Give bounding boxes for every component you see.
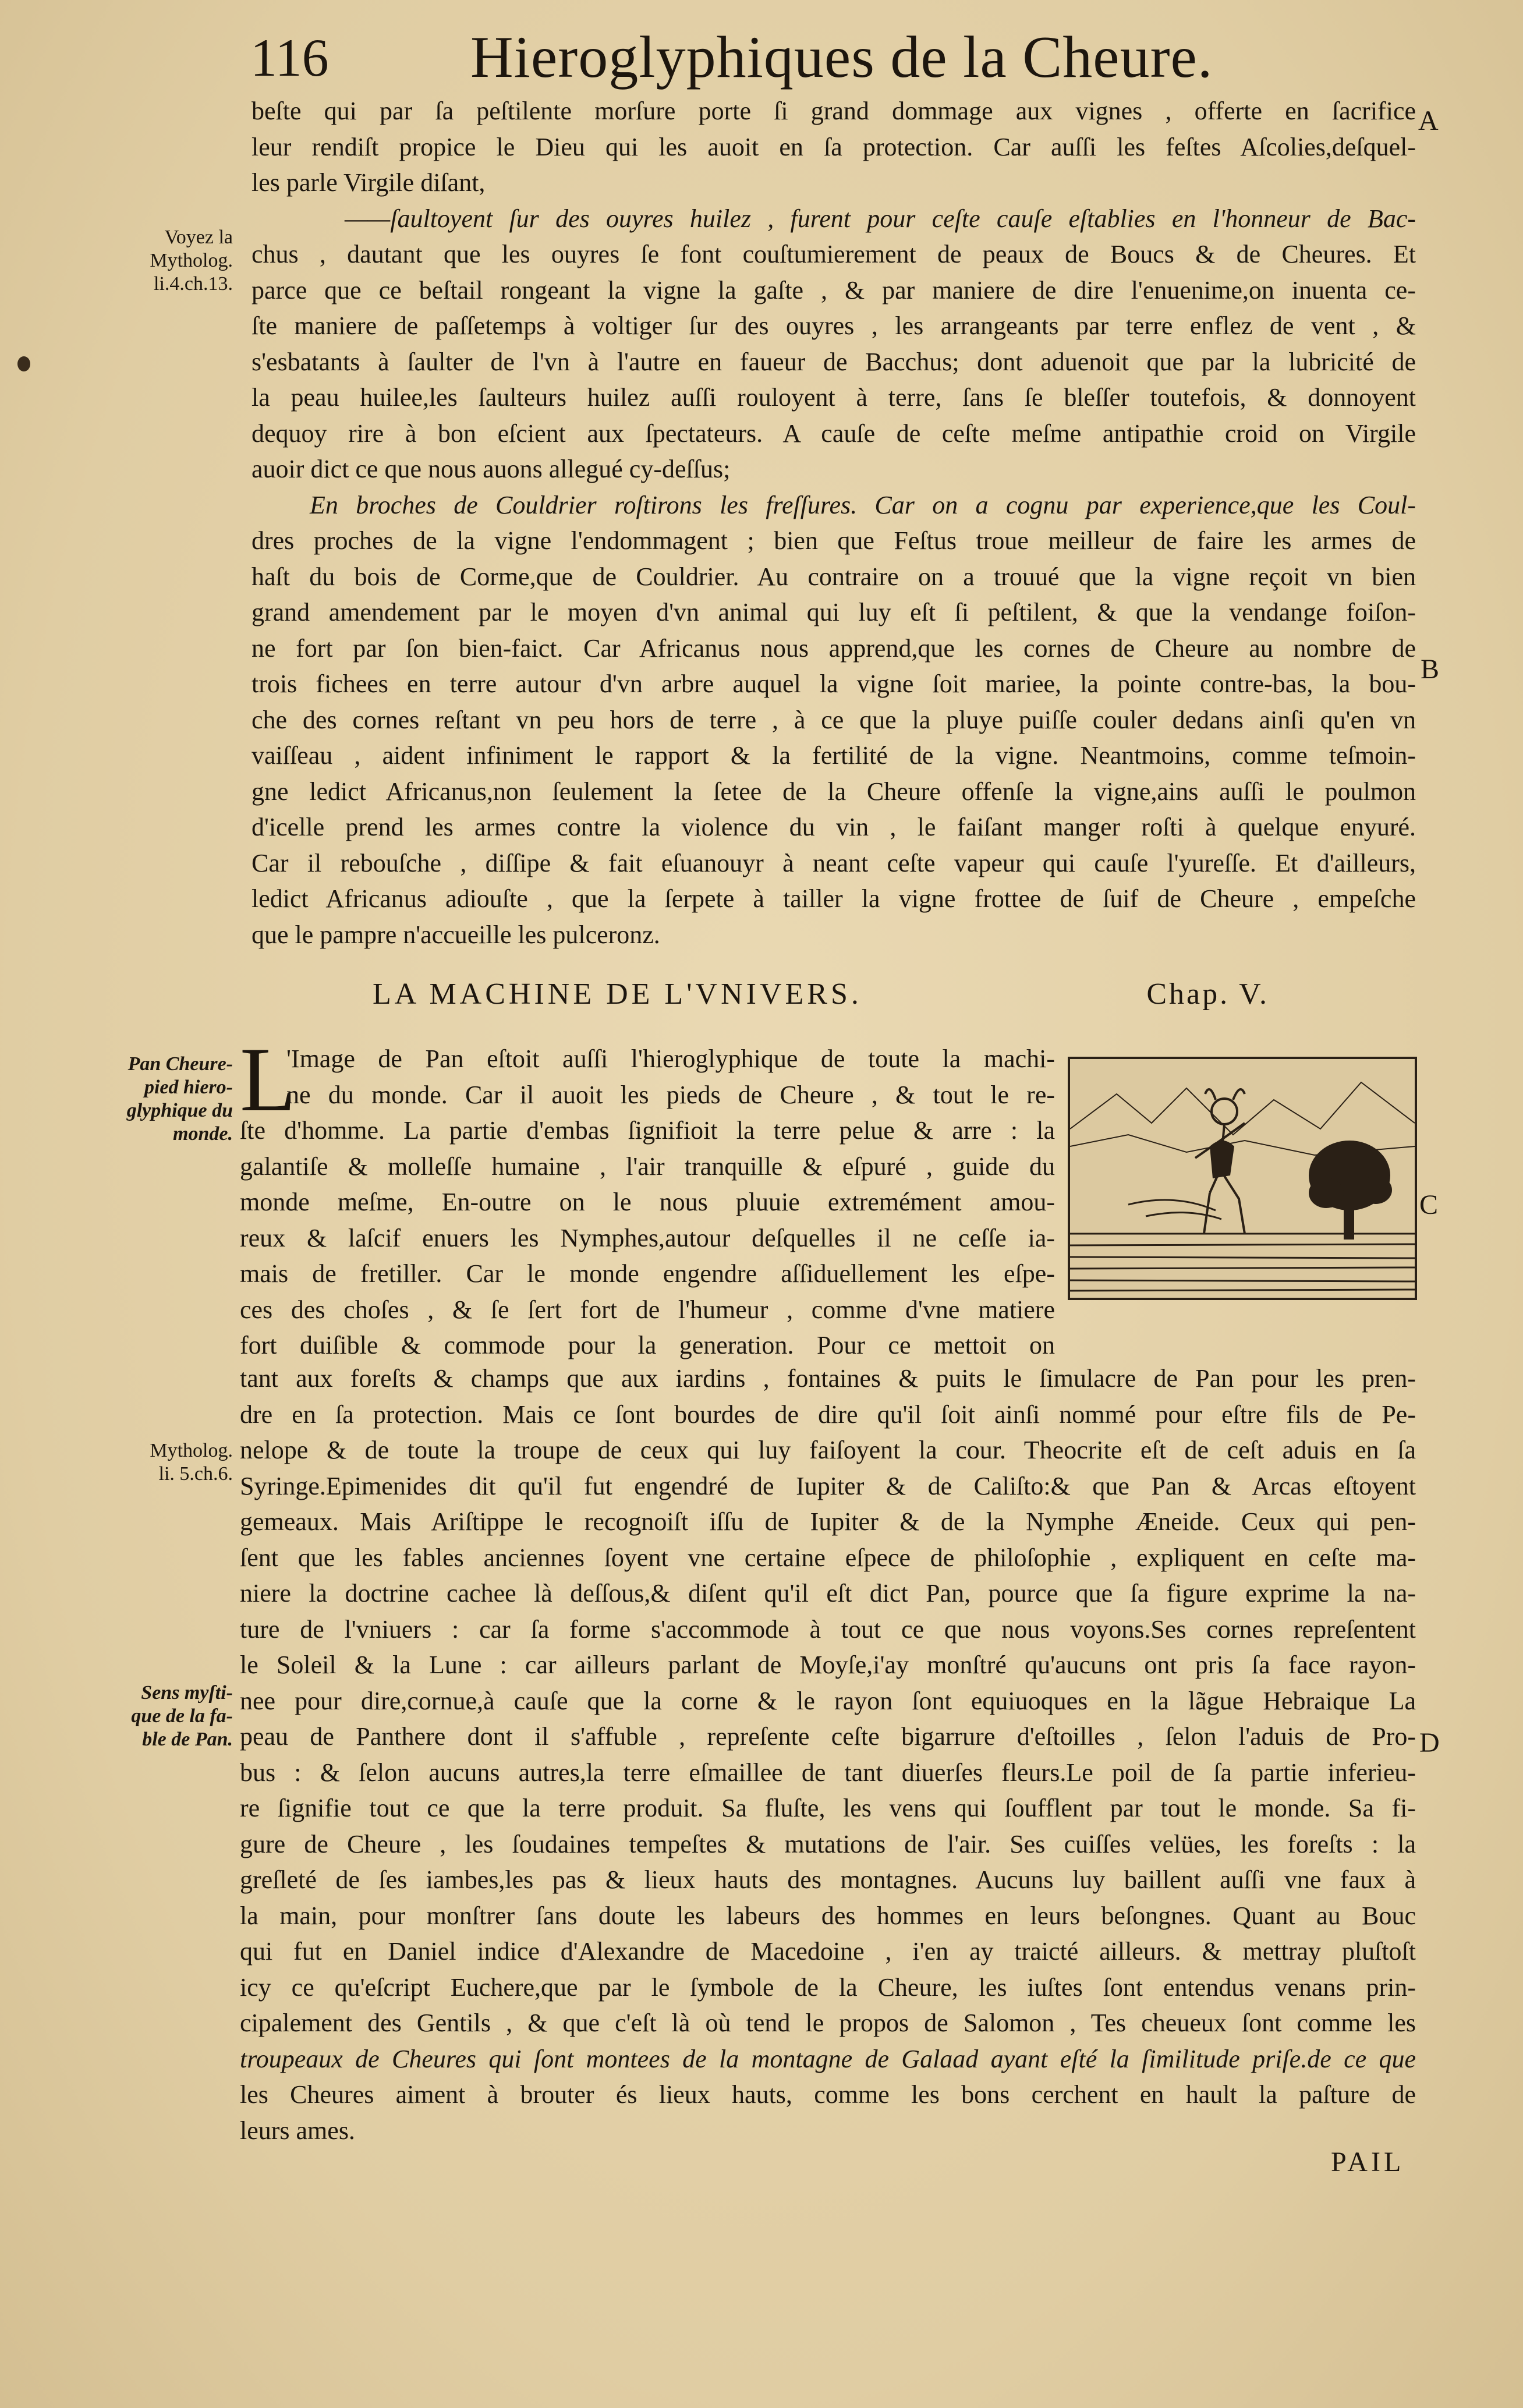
margin-line: glyphique du (126, 1100, 233, 1121)
text-line: dres proches de la vigne l'endommagent ; bien que Feſtus troue meilleur de faire les armes de (252, 526, 1416, 555)
text-line: niere la doctrine cachee là deſſous,& diſent qu'il eſt dict Pan, pource que ſa figure exprime la na- (240, 1579, 1416, 1607)
margin-letter-a: A (1418, 105, 1439, 136)
margin-note-sens (122, 1681, 233, 1751)
text-line: mais de fretiller. Car le monde engendre aſſiduellement les eſpe- (240, 1259, 1055, 1288)
margin-letter-b: B (1421, 654, 1440, 685)
catchword: PAIL (1331, 2147, 1405, 2177)
text-line: qui fut en Daniel indice d'Alexandre de Macedoine , i'en ay traicté ailleurs. & mettray pluſtoſt (240, 1937, 1416, 1966)
section-1 (252, 93, 1416, 952)
text-line: greſleté de ſes iambes,les pas & lieux hauts des montagnes. Aucuns luy baillent auſſi vne faux à (240, 1865, 1416, 1894)
text-line: icy ce qu'eſcript Euchere,que par le ſymbole de la Cheure, les iuſtes ſont entendus venans prin- (240, 1973, 1416, 2002)
text-line: ſte maniere de paſſetemps à voltiger ſur des ouyres , les arrangeants par terre enflez de vent , & (252, 311, 1416, 340)
text-line: beſte qui par ſa peſtilente morſure porte ſi grand dommage aux vignes , offerte en ſacrifice (252, 97, 1416, 125)
text-line: leur rendiſt propice le Dieu qui les auoit en ſa protection. Car auſſi les feſtes Aſcolies,deſquel- (252, 132, 1416, 161)
text-line: vaiſſeau , aident infiniment le rapport & la fertilité de la vigne. Neantmoins, comme teſmoin- (252, 741, 1416, 770)
text-line: che des cornes reſtant vn peu hors de terre , à ce que la pluye puiſſe couler dedans ainſi qu'en vn (252, 705, 1416, 734)
margin-line: monde. (173, 1123, 233, 1145)
text-line: la peau huilee,les ſaulteurs huilez auſſi rouloyent à terre, ſans ſe bleſſer toutefois, & donnoyent (252, 383, 1416, 412)
text-line: haſt du bois de Corme,que de Couldrier. Au contraire on a trouué que la vigne reçoit vn bien (252, 562, 1416, 591)
margin-line: Voyez la (164, 226, 233, 248)
section-3 (240, 1361, 1416, 2148)
text-line: galantiſe & molleſſe humaine , l'air tranquille & eſpuré , guide du (240, 1152, 1055, 1181)
margin-note-pan (122, 1053, 233, 1146)
text-line: ture de l'vniuers : car ſa forme s'accommode à tout ce que nous voyons.Ses cornes repreſentent (240, 1614, 1416, 1644)
text-line: d'icelle prend les armes contre la violence du vin , le faiſant manger roſti à quelque enyuré. (252, 813, 1416, 841)
text-line: ne du monde. Car il auoit les pieds de Cheure , & tout le re- (286, 1080, 1055, 1109)
margin-line: li. 5.ch.6. (158, 1463, 233, 1485)
text-line: ——ſaultoyent ſur des ouyres huilez , furent pour ceſte cauſe eſtablies en l'honneur de Bac- (345, 204, 1416, 233)
margin-line: Mytholog. (150, 250, 233, 271)
text-line: peau de Panthere dont il s'affuble , repreſente ceſte bigarrure d'eſtoilles , ſelon l'aduis de Pro- (240, 1722, 1416, 1751)
text-line: gne ledict Africanus,non ſeulement la ſetee de la Cheure offenſe la vigne,ains auſſi le poulmon (252, 777, 1416, 806)
text-line: reux & laſcif enuers les Nymphes,autour deſquelles il ne ceſſe ia- (240, 1223, 1055, 1252)
text-line: ledict Africanus adiouſte , que la ſerpete à tailler la vigne frottee de ſuif de Cheure , empeſche (252, 884, 1416, 913)
page-header (0, 23, 1523, 90)
text-line: cipalement des Gentils , & que c'eſt là où tend le propos de Salomon , Tes cheueux ſont comme les (240, 2009, 1416, 2037)
text-line: re ſignifie tout ce que la terre produit. Sa fluſte, les vens qui ſoufflent par tout le monde. Sa fi- (240, 1794, 1416, 1822)
text-line: ſent que les fables anciennes ſoyent vne certaine eſpece de philoſophie , expliquent en ceſte ma- (240, 1543, 1416, 1572)
text-line: troupeaux de Cheures qui ſont montees de la montagne de Galaad ayant eſté la ſimilitude priſe.de ce que (240, 2044, 1416, 2073)
text-line: leurs ames. (240, 2116, 355, 2145)
margin-line: Pan Cheure- (127, 1053, 233, 1075)
margin-note-mytholog-1 (122, 226, 233, 296)
running-title: Hieroglyphiques de la Cheure. (470, 24, 1213, 90)
chapter-number: Chap. V. (1146, 978, 1269, 1011)
drop-capital: L (240, 1029, 296, 1131)
margin-line: Mytholog. (150, 1440, 233, 1461)
text-line: fort duiſible & commode pour la generation. Pour ce mettoit on (240, 1331, 1055, 1359)
text-line: que le pampre n'accueille les pulceronz. (252, 920, 660, 949)
chapter-heading (373, 977, 1269, 1018)
margin-letter-d: D (1419, 1727, 1440, 1758)
woodcut-pan-figure (1068, 1057, 1417, 1300)
text-line: monde meſme, En-outre on le nous pluuie extremément amou- (240, 1188, 1055, 1216)
text-line: les parle Virgile diſant, (252, 168, 486, 197)
text-line: ſte d'homme. La partie d'embas ſignifioit la terre pelue & arre : la (240, 1116, 1055, 1145)
text-line: ces des choſes , & ſe ſert fort de l'humeur , comme d'vne matiere (240, 1295, 1055, 1324)
text-line: trois fichees en terre autour d'vn arbre auquel la vigne ſoit mariee, la pointe contre-bas, la bou- (252, 670, 1416, 698)
margin-line: pied hiero- (144, 1076, 233, 1098)
text-line: parce que ce beſtail rongeant la vigne la gaſte , & par maniere de dire l'enuenime,on inuenta ce- (252, 275, 1416, 304)
margin-line: que de la fa- (131, 1705, 233, 1727)
text-line: tant aux foreſts & champs que aux iardins , fontaines & puits le ſimulacre de Pan pour les pren- (240, 1364, 1416, 1393)
text-line: chus , dautant que les ouyres ſe font couſtumierement de peaux de Boucs & de Cheures. Et (252, 240, 1416, 268)
ink-blot (17, 356, 30, 371)
text-line: le Soleil & la Lune : car ailleurs parlant de Moyſe,i'ay monſtré qu'aucuns ont pris ſa face rayon- (240, 1651, 1416, 1679)
text-line: auoir dict ce que nous auons allegué cy-deſſus; (252, 455, 731, 483)
text-line: dequoy rire à bon eſcient aux ſpectateurs. A cauſe de ceſte meſme antipathie croid on Virgile (252, 419, 1416, 448)
text-line: En broches de Couldrier roſtirons les freſſures. Car on a cognu par experience,que les Coul- (310, 490, 1416, 519)
text-line: Car il rebouſche , diſſipe & fait eſuanouyr à neant ceſte vapeur qui cauſe l'yureſſe. Et d'ailleurs, (252, 848, 1416, 877)
text-line: 'Image de Pan eſtoit auſſi l'hieroglyphique de toute la machi- (286, 1044, 1055, 1073)
text-line: nee pour dire,cornue,à cauſe que la corne & le rayon ſont equiuoques en la lãgue Hebraique La (240, 1686, 1416, 1715)
text-line: les Cheures aiment à brouter és lieux hauts, comme les bons cerchent en hault la paſture de (240, 2080, 1416, 2109)
text-line: gure de Cheure , les ſoudaines tempeſtes & mutations de l'air. Ses cuiſſes velües, les foreſts : la (240, 1829, 1416, 1858)
text-line: Syringe.Epimenides dit qu'il fut engendré de Iupiter & de Caliſto:& que Pan & Arcas eſtoyent (240, 1471, 1416, 1500)
margin-letter-c: C (1419, 1189, 1439, 1220)
pan-woodcut-icon (1070, 1059, 1415, 1298)
margin-line: ble de Pan. (142, 1729, 233, 1750)
text-line: grand amendement par le moyen d'vn animal qui luy eſt ſi peſtilent, & que la vendange foiſon- (252, 598, 1416, 626)
section-2 (240, 1029, 1055, 1364)
text-line: s'esbatants à ſaulter de l'vn à l'autre en faueur de Bacchus; dont aduenoit que par la lubricité de (252, 347, 1416, 376)
text-line: ne fort par ſon bien-faict. Car Africanus nous apprend,que les cornes de Cheure au nombre de (252, 633, 1416, 663)
margin-line: Sens myſti- (141, 1682, 233, 1704)
text-line: nelope & de toute la troupe de ceux qui luy faiſoyent la cour. Theocrite eſt de ceſt aduis en ſa (240, 1436, 1416, 1464)
text-line: dre en ſa protection. Mais ce ſont bourdes de dire qu'il ſoit ainſi nommé pour eſtre fils de Pe- (240, 1400, 1416, 1429)
chapter-title: LA MACHINE DE L'VNIVERS. (373, 978, 862, 1011)
page-number: 116 (250, 28, 329, 87)
text-line: bus : & ſelon aucuns autres,la terre eſmaillee de tant diuerſes fleurs.Le poil de ſa partie inferieu- (240, 1758, 1416, 1787)
margin-note-mytholog-2 (122, 1439, 233, 1486)
text-line: la main, pour monſtrer ſans doute les labeurs des hommes en leurs beſongnes. Quant au Bouc (240, 1901, 1416, 1930)
text-line: gemeaux. Mais Ariſtippe le recognoiſt iſſu de Iupiter & de la Nymphe Æneide. Ceux qui pen- (240, 1507, 1416, 1536)
margin-line: li.4.ch.13. (154, 273, 233, 295)
